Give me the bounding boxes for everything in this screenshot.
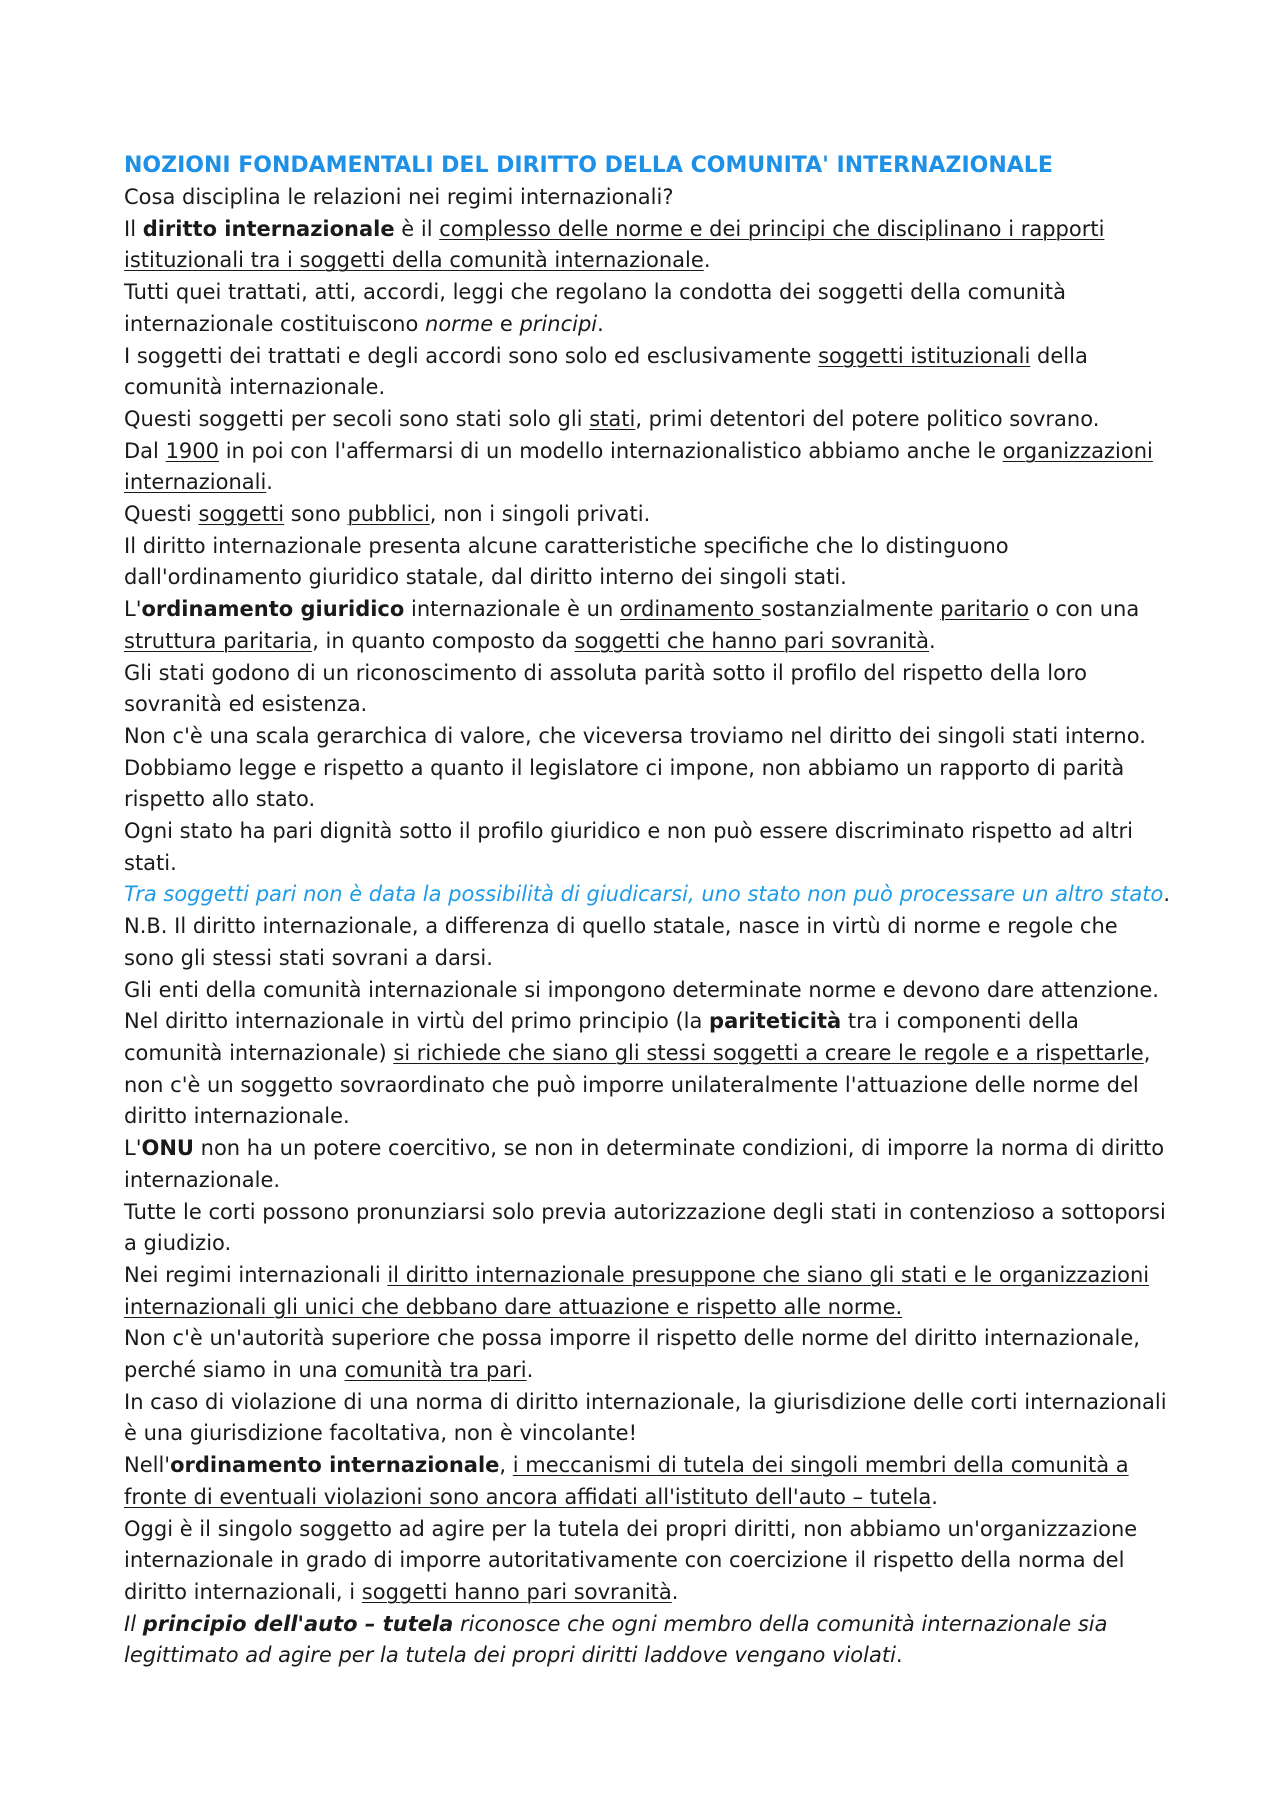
text: . [928, 628, 936, 653]
paragraph-onu [124, 1133, 1174, 1196]
document-title: NOZIONI FONDAMENTALI DEL DIRITTO DELLA COMUNITA' INTERNAZIONALE [124, 153, 1053, 178]
underlined-text: pubblici [347, 502, 430, 527]
paragraph-hierarchy: Non c'è una scala gerarchica di valore, che viceversa troviamo nel diritto dei singoli stati interno. [124, 723, 1146, 748]
underlined-text: stati [589, 406, 636, 431]
text: . [931, 1484, 938, 1509]
paragraph-definition [124, 214, 1174, 277]
underlined-text: complesso delle norme e dei principi che disciplinano i rapporti istituzionali tra i soggetti della comunità internazionale [124, 216, 1105, 273]
paragraph-1900 [124, 436, 1174, 499]
paragraph-entities: Gli enti della comunità internazionale si impongono determinate norme e devono dare attenzione. [124, 977, 1159, 1002]
paragraph-legal-order [124, 594, 1174, 657]
document-page [124, 150, 1174, 1672]
text: Nel diritto internazionale in virtù del primo principio (la [124, 1009, 710, 1034]
bold-term: diritto internazionale [142, 216, 395, 241]
text: . [895, 1643, 903, 1668]
text: Nei regimi internazionali [124, 1262, 388, 1287]
text: Oggi è il singolo soggetto ad agire per la tutela dei propri diritti, non abbiamo un'organizzazione internazionale in grado di imporre autoritativamente con coercizione il rispetto della norma del diritto internazionali, i [124, 1516, 1138, 1604]
bold-italic-term: principio dell'auto – tutela [142, 1611, 454, 1636]
paragraph-characteristics: Il diritto internazionale presenta alcune caratteristiche specifiche che lo distinguono dall'ordinamento giuridico statale, dal diritto interno dei singoli stati. [124, 533, 1009, 590]
italic-text: riconosce che ogni membro della comunità internazionale sia legittimato ad agire per la tutela dei propri diritti laddove vengano violati [124, 1611, 1108, 1668]
bold-term: pariteticità [709, 1009, 842, 1034]
italic-text: Il [124, 1611, 143, 1636]
paragraph-highlight [124, 879, 1174, 911]
paragraph-pariteticity [124, 1006, 1174, 1133]
text: tra i componenti della comunità internazionale) [124, 1009, 1079, 1065]
underlined-text: organizzazioni internazionali [124, 438, 1153, 495]
underlined-text: soggetti [198, 502, 285, 527]
paragraph-states [124, 404, 1174, 436]
text: è il [394, 216, 440, 241]
text: , in quanto composto da [312, 628, 575, 653]
text: Il [124, 216, 143, 241]
underlined-text: il diritto internazionale presuppone che siano gli stati e le organizzazioni internazionali gli unici che debbano dare attuazione e rispetto alle norme. [124, 1262, 1150, 1319]
text: . [597, 311, 604, 336]
underlined-text: soggetti che hanno pari sovranità [574, 628, 929, 653]
text: Questi soggetti per secoli sono stati solo gli [124, 406, 590, 431]
paragraph-regimes [124, 1260, 1174, 1323]
text: , non i singoli privati. [429, 502, 651, 527]
paragraph-treaties [124, 277, 1174, 340]
text: L' [124, 597, 142, 622]
underlined-text: ordinamento [619, 597, 761, 622]
underlined-text: si richiede che siano gli stessi soggetti a creare le regole e a rispettarle [393, 1040, 1144, 1065]
italic-term: principi [519, 311, 598, 336]
text: , non c'è un soggetto sovraordinato che può imporre unilateralmente l'attuazione delle norme del diritto internazionale. [124, 1040, 1151, 1129]
text: sono [284, 502, 348, 527]
paragraph-parity: Gli stati godono di un riconoscimento di assoluta parità sotto il profilo del rispetto della loro sovranità ed esistenza. [124, 660, 1087, 717]
text: , primi detentori del potere politico sovrano. [635, 406, 1100, 431]
text: , [499, 1453, 513, 1478]
text: . [1163, 882, 1171, 907]
bold-term: ordinamento giuridico [141, 597, 405, 622]
paragraph-public-subjects [124, 499, 1174, 531]
text: . [703, 248, 711, 273]
text: della comunità internazionale. [124, 343, 1088, 400]
highlighted-italic-text: Tra soggetti pari non è data la possibilità di giudicarsi, uno stato non può processare un altro stato [124, 882, 1164, 907]
bold-term: ONU [141, 1136, 194, 1161]
bold-term: ordinamento internazionale [170, 1453, 500, 1478]
underlined-text: paritario [940, 597, 1030, 622]
text: Nell' [124, 1453, 171, 1478]
text: in poi con l'affermarsi di un modello internazionalistico abbiamo anche le [219, 438, 1003, 463]
text: e [493, 311, 520, 336]
text: o con una [1029, 597, 1140, 622]
text: . [526, 1358, 534, 1383]
underlined-text: soggetti hanno pari sovranità [361, 1579, 672, 1604]
text: Questi [124, 502, 199, 527]
paragraph-dignity: Ogni stato ha pari dignità sotto il profilo giuridico e non può essere discriminato rispetto ad altri stati. [124, 819, 1133, 875]
underlined-text: soggetti istituzionali [818, 343, 1031, 368]
underlined-text: 1900 [165, 438, 220, 463]
paragraph-legislator: Dobbiamo legge e rispetto a quanto il legislatore ci impone, non abbiamo un rapporto di parità rispetto allo stato. [124, 755, 1125, 812]
paragraph-subjects [124, 341, 1174, 404]
text: . [266, 470, 273, 495]
text: sostanzialmente [760, 597, 941, 622]
paragraph-today [124, 1514, 1174, 1609]
underlined-text: struttura paritaria [124, 628, 313, 653]
text: L' [124, 1136, 142, 1161]
paragraph-self-protection [124, 1609, 1174, 1672]
paragraph-authority [124, 1323, 1174, 1386]
paragraph-nb: N.B. Il diritto internazionale, a differenza di quello statale, nasce in virtù di norme e regole che sono gli stessi stati sovrani a darsi. [124, 914, 1118, 970]
text: Non c'è un'autorità superiore che possa imporre il rispetto delle norme del diritto internazionale, perché siamo in una [124, 1326, 1140, 1383]
text: Dal [124, 438, 166, 463]
italic-term: norme [425, 311, 494, 336]
text: I soggetti dei trattati e degli accordi sono solo ed esclusivamente [124, 343, 819, 368]
paragraph-courts: Tutte le corti possono pronunziarsi solo previa autorizzazione degli stati in contenzioso a sottoporsi a giudizio. [124, 1199, 1166, 1256]
paragraph-violation: In caso di violazione di una norma di diritto internazionale, la giurisdizione delle corti internazionali è una giurisdizione facoltativa, non è vincolante! [124, 1389, 1167, 1446]
underlined-text: comunità tra pari [344, 1358, 527, 1383]
paragraph-question: Cosa disciplina le relazioni nei regimi internazionali? [124, 185, 674, 209]
text: non ha un potere coercitivo, se non in determinate condizioni, di imporre la norma di diritto internazionale. [124, 1136, 1165, 1192]
paragraph-international-order [124, 1450, 1174, 1513]
text: . [671, 1579, 679, 1604]
text: internazionale è un [404, 597, 620, 622]
text: Tutti quei trattati, atti, accordi, leggi che regolano la condotta dei soggetti della comunità internazionale costituiscono [124, 280, 1067, 336]
underlined-text: i meccanismi di tutela dei singoli membri della comunità a fronte di eventuali violazioni sono ancora affidati all'istituto dell'auto – tutela [124, 1453, 1129, 1509]
